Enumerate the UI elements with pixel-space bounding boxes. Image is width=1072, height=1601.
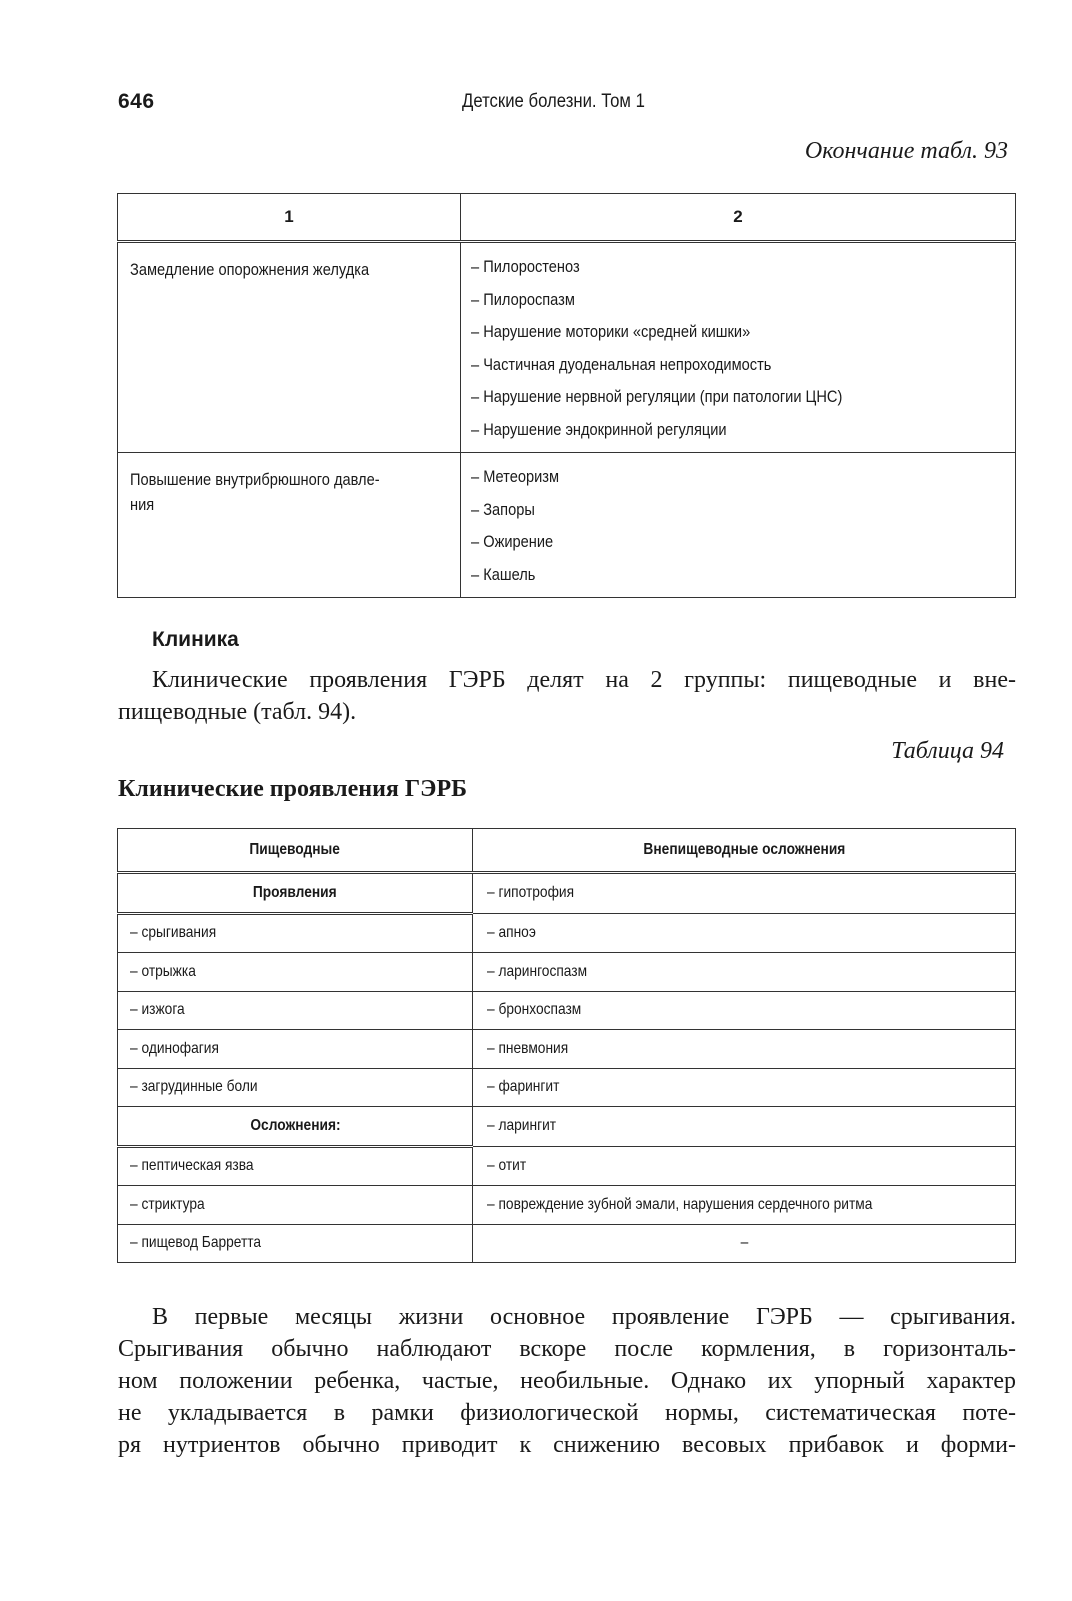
table-cell: – бронхоспазм bbox=[473, 991, 1016, 1030]
table94-caption: Таблица 94 bbox=[891, 738, 1004, 764]
table-row bbox=[118, 1068, 1016, 1107]
cause-text-line: Повышение внутрибрюшного давле- bbox=[130, 470, 380, 489]
table-cell: – отит bbox=[473, 1146, 1016, 1186]
table-row bbox=[118, 1107, 1016, 1147]
table-cell: – одинофагия bbox=[118, 1030, 473, 1069]
cause-text: Замедление опорожнения желудка bbox=[130, 260, 370, 279]
text-line: ря нутриентов обычно приводит к снижению весовых прибавок и форми- bbox=[118, 1432, 1016, 1458]
table-cell: – стриктура bbox=[118, 1186, 473, 1225]
table-93 bbox=[117, 193, 1016, 598]
column-header: 1 bbox=[118, 194, 461, 242]
table-cell: – апноэ bbox=[473, 913, 1016, 953]
text-line: В первые месяцы жизни основное проявление ГЭРБ — срыгивания. bbox=[152, 1304, 1016, 1330]
table-cell: – отрыжка bbox=[118, 953, 473, 992]
table-cell: – ларингоспазм bbox=[473, 953, 1016, 992]
list-item: – Нарушение нервной регуляции (при патологии ЦНС) bbox=[471, 387, 843, 406]
table-header-row bbox=[118, 829, 1016, 873]
table-cell: – загрудинные боли bbox=[118, 1068, 473, 1107]
table-94 bbox=[117, 828, 1016, 1263]
text-line: Клинические проявления ГЭРБ делят на 2 группы: пищеводные и вне- bbox=[152, 667, 1016, 693]
section-heading: Клиника bbox=[152, 628, 239, 651]
text-line: ном положении ребенка, частые, необильные. Однако их упорный характер bbox=[118, 1368, 1016, 1394]
list-item: – Метеоризм bbox=[471, 467, 560, 486]
table-cell: – пневмония bbox=[473, 1030, 1016, 1069]
table-header-row bbox=[118, 194, 1016, 242]
table-cell: – bbox=[473, 1224, 1016, 1263]
intro-paragraph bbox=[118, 664, 1016, 728]
list-item: – Пилороспазм bbox=[471, 289, 575, 309]
body-paragraph bbox=[118, 1301, 1016, 1461]
list-item: – Нарушение моторики «средней кишки» bbox=[471, 322, 751, 341]
table-row bbox=[118, 873, 1016, 914]
column-header: Внепищеводные осложнения bbox=[473, 829, 1016, 873]
table-cell: – пищевод Барретта bbox=[118, 1224, 473, 1263]
cause-text-line: ния bbox=[130, 495, 155, 514]
table-cell: – ларингит bbox=[473, 1107, 1016, 1147]
list-item: – Кашель bbox=[471, 564, 536, 584]
table-cell: – срыгивания bbox=[118, 913, 473, 953]
table-cell: – повреждение зубной эмали, нарушения сердечного ритма bbox=[473, 1186, 1016, 1225]
text-line: не укладывается в рамки физиологической нормы, систематическая поте- bbox=[118, 1400, 1016, 1426]
table-row bbox=[118, 1186, 1016, 1225]
table-cell: – фарингит bbox=[473, 1068, 1016, 1107]
subheading-cell: Проявления bbox=[118, 873, 473, 914]
page-number: 646 bbox=[118, 90, 155, 113]
table-row bbox=[118, 991, 1016, 1030]
text-line: Срыгивания обычно наблюдают вскоре после кормления, в горизонталь- bbox=[118, 1336, 1016, 1362]
column-header: 2 bbox=[461, 194, 1016, 242]
text-line: пищеводные (табл. 94). bbox=[118, 699, 357, 725]
list-item: – Нарушение эндокринной регуляции bbox=[471, 419, 727, 439]
table-row bbox=[118, 453, 1016, 598]
items-cell bbox=[461, 453, 1016, 598]
table-cell: – гипотрофия bbox=[473, 873, 1016, 914]
table-row bbox=[118, 242, 1016, 453]
table-row bbox=[118, 1224, 1016, 1263]
list-item: – Запоры bbox=[471, 499, 535, 519]
items-cell bbox=[461, 242, 1016, 453]
table-row bbox=[118, 1030, 1016, 1069]
list-item: – Частичная дуоденальная непроходимость bbox=[471, 354, 772, 374]
list-item: – Ожирение bbox=[471, 532, 554, 551]
table-cell: – пептическая язва bbox=[118, 1146, 473, 1186]
column-header: Пищеводные bbox=[118, 829, 473, 873]
table-row bbox=[118, 953, 1016, 992]
table93-caption: Окончание табл. 93 bbox=[804, 138, 1008, 164]
cause-cell bbox=[118, 242, 461, 453]
cause-cell bbox=[118, 453, 461, 598]
running-title: Детские болезни. Том 1 bbox=[462, 91, 645, 112]
table-cell: – изжога bbox=[118, 991, 473, 1030]
table94-title: Клинические проявления ГЭРБ bbox=[118, 776, 467, 802]
list-item: – Пилоростеноз bbox=[471, 257, 580, 276]
table-row bbox=[118, 913, 1016, 953]
table-row bbox=[118, 1146, 1016, 1186]
subheading-cell: Осложнения: bbox=[118, 1107, 473, 1147]
